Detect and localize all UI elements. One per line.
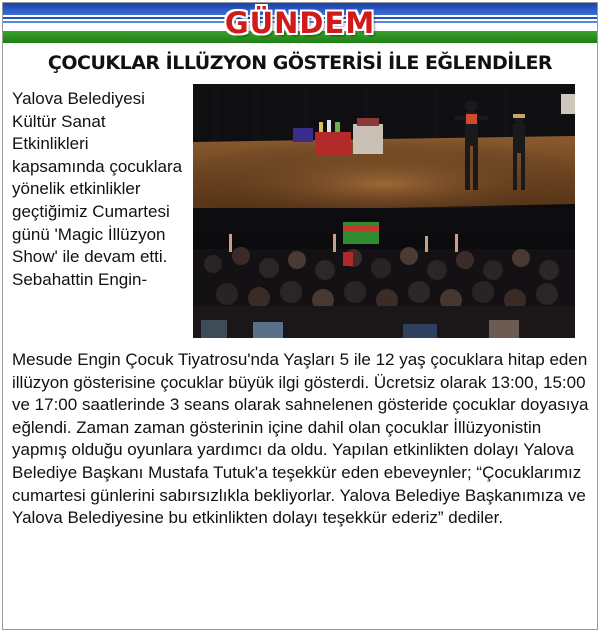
article-photo — [193, 84, 575, 338]
section-label: GÜNDEM — [224, 6, 376, 40]
article-headline: ÇOCUKLAR İLLÜZYON GÖSTERİSİ İLE EĞLENDİLER — [47, 52, 553, 74]
article-body-full: Mesude Engin Çocuk Tiyatrosu'nda Yaşları 5 ile 12 yaş çocuklara hitap eden illüzyon gösterisine çocuklar büyük ilgi gösterdi. Ücretsiz olarak 13:00, 15:00 ve 17:00 saatlerinde 3 seans olarak sahnelenen gösteride çocuklar doyasıya eğlendi. Zaman zaman gösterinin içine dahil olan çocuklar İllüzyonistin yapmış olduğu oyunlara yardımcı da oldu. Yapılan etkinlikten dolayı Yalova Belediye Başkanı Mustafa Tutuk'a teşekkür eden ebeveynler; “Çocuklarımız cumartesi günlerini sabırsızlıkla bekliyorlar. Yalova Belediye Başkanımıza ve Yalova Belediyesine bu etkinlikten dolayı teşekkür ederiz” dediler. — [12, 350, 589, 528]
theater-scene-illustration — [193, 84, 575, 338]
article-body-column: Yalova Belediyesi Kültür Sanat Etkinlikleri kapsamında çocuklara yönelik etkinlikler geçtiğimiz Cumartesi günü 'Magic İllüzyon Show' ile devam etti. Sebahattin Engin- — [12, 89, 183, 289]
section-banner — [3, 3, 597, 43]
